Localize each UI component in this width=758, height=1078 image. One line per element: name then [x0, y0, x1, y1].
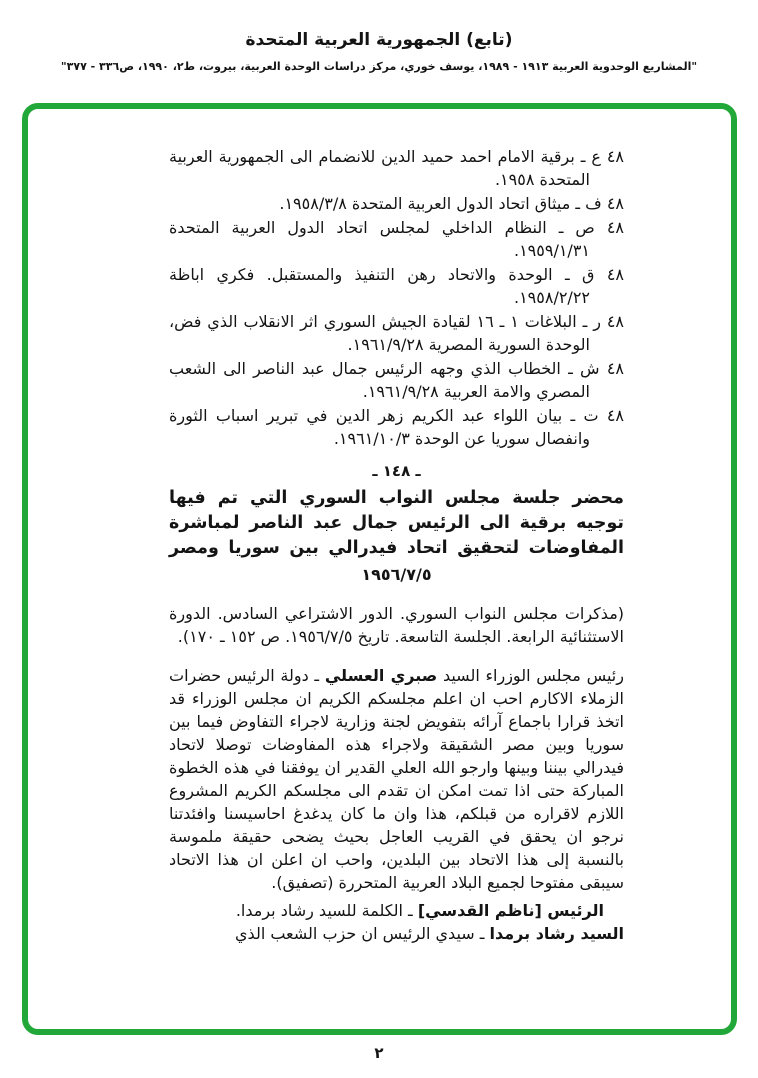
index-entry: ٤٨ ف ـ ميثاق اتحاد الدول العربية المتحدة ١٩٥٨/٣/٨.: [279, 194, 624, 213]
document-number: ـ ١٤٨ ـ: [372, 462, 421, 480]
index-entry: ٤٨ ش ـ الخطاب الذي وجهه الرئيس جمال عبد الناصر الى الشعب المصري والامة العربية ١٩٦١/٩/٢٨.: [169, 359, 624, 401]
document-source-note: (مذكرات مجلس النواب السوري. الدور الاشتراعي السادس. الدورة الاستثنائية الرابعة. الجلسة التاسعة. تاريخ ١٩٥٦/٧/٥. ص ١٥٢ ـ ١٧٠).: [169, 604, 624, 646]
index-entry: ٤٨ ر ـ البلاغات ١ ـ ١٦ لقيادة الجيش السوري اثر الانقلاب الذي فض، الوحدة السورية المصرية ١٩٦١/٩/٢٨.: [169, 312, 624, 354]
page-number: ٢: [374, 1044, 384, 1062]
speech-paragraph: [169, 922, 624, 945]
transcript: [169, 664, 624, 945]
speech-text: ـ دولة الرئيس حضرات الزملاء الاكارم احب ان اعلم مجلسكم الكريم ان مجلس الوزراء قد اتخذ قرارا باجماع آرائه بتفويض لجنة وزارية لاجراء التفاوض فيما بين سوريا وبين مصر الشقيقة ولاجراء هذه المفاوضات توصلا لاتحاد فيدرالي بيننا وبينها وارجو الله العلي القدير ان يوفقنا في هذه الخطوة المباركة حتى اذا تمت امكن ان تقدم الى مجلسكم الكريم المشروع اللازم لاقراره من قبلكم، هذا وان ما كان يدغدغ احاسيسنا وافئدتنا نرجو ان يحقق في القريب العاجل بحيث يضحى حقيقة ملموسة بالنسبة إلى هذا الاتحاد بين البلدين، واحب ان اعلن ان هذا الاتحاد سيبقى مفتوحا لجميع البلاد العربية المتحررة (تصفيق).: [169, 666, 624, 892]
speaker-name: صبري العسلي: [324, 666, 438, 685]
speaker-name: الرئيس [ناظم القدسي]: [417, 901, 604, 920]
speaker-prefix: رئيس مجلس الوزراء السيد: [442, 666, 624, 685]
speech-text: ـ سيدي الرئيس ان حزب الشعب الذي: [235, 924, 485, 943]
bibliographic-citation: "المشاريع الوحدوية العربية ١٩١٣ - ١٩٨٩، يوسف خوري، مركز دراسات الوحدة العربية، بيروت، ط٢، ١٩٩٠، ص٣٣٦ - ٣٧٧": [60, 60, 698, 73]
index-list: [169, 145, 624, 450]
index-entry: ٤٨ ق ـ الوحدة والاتحاد رهن التنفيذ والمستقبل. فكري اباظة ١٩٥٨/٢/٢٢.: [169, 265, 624, 307]
speaker-name: السيد رشاد برمدا: [489, 924, 624, 943]
index-entry: ٤٨ ص ـ النظام الداخلي لمجلس اتحاد الدول العربية المتحدة ١٩٥٩/١/٣١.: [169, 218, 624, 260]
page-title: (تابع) الجمهورية العربية المتحدة: [245, 30, 513, 50]
page-header: [0, 30, 758, 73]
index-entry: ٤٨ ع ـ برقية الامام احمد حميد الدين للانضمام الى الجمهورية العربية المتحدة ١٩٥٨.: [169, 147, 624, 189]
document-heading-date: ١٩٥٦/٧/٥: [361, 565, 432, 584]
document-frame: [22, 103, 737, 1035]
speech-paragraph: [169, 664, 624, 894]
document-heading: محضر جلسة مجلس النواب السوري التي تم فيها توجيه برقية الى الرئيس جمال عبد الناصر لمباشرة المفاوضات لتحقيق اتحاد فيدرالي بين سوريا ومصر: [169, 488, 624, 558]
speech-text: ـ الكلمة للسيد رشاد برمدا.: [235, 901, 413, 920]
index-entry: ٤٨ ت ـ بيان اللواء عبد الكريم زهر الدين في تبرير اسباب الثورة وانفصال سوريا عن الوحدة ١٩٦١/١٠/٣.: [169, 406, 624, 448]
speech-paragraph: [169, 899, 624, 922]
document-content: [28, 109, 731, 1029]
